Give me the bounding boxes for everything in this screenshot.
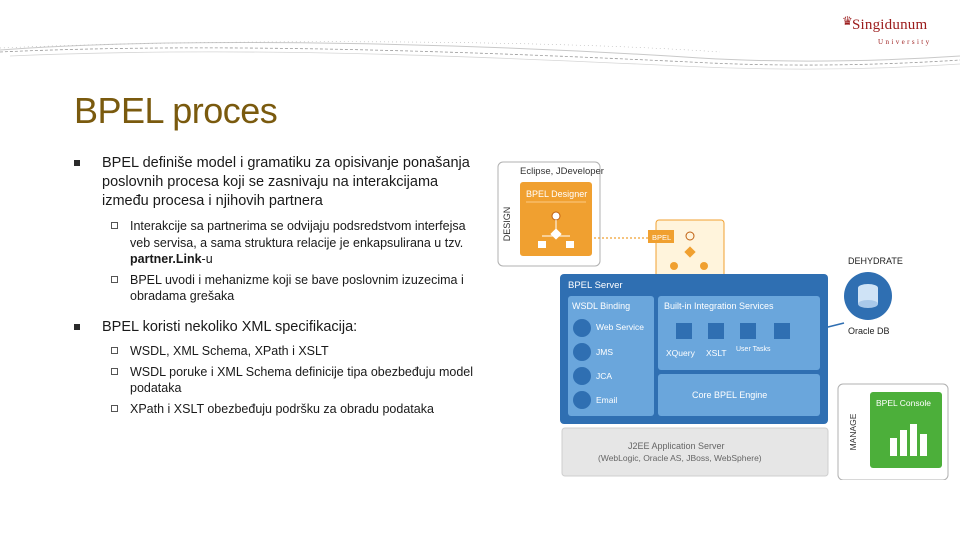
dehydrate-label: DEHYDRATE — [848, 256, 903, 266]
sub-bullet-text: WSDL poruke i XML Schema definicije tipa obezbeđuju model podataka — [130, 364, 474, 395]
binding-email: Email — [596, 395, 618, 405]
oracle-db-label: Oracle DB — [848, 326, 890, 336]
hollow-square-bullet-icon — [111, 405, 118, 412]
logo-subtitle: University — [878, 38, 932, 46]
square-bullet-icon — [74, 160, 80, 166]
binding-web-service: Web Service — [596, 322, 645, 332]
wsdl-binding-label: WSDL Binding — [572, 301, 631, 311]
bpel-architecture-diagram — [492, 158, 950, 480]
slide-title: BPEL proces — [74, 90, 278, 131]
sub-bullet-text: XPath i XSLT obezbeđuju podršku za obradu podataka — [130, 401, 434, 416]
sub-bullet-item — [74, 401, 474, 418]
university-logo — [842, 14, 942, 46]
bpel-tag-label: BPEL — [652, 233, 672, 242]
designer-label: BPEL Designer — [526, 189, 588, 199]
hollow-square-bullet-icon — [111, 368, 118, 375]
engine-label: Core BPEL Engine — [692, 390, 768, 400]
sub-bullet-item — [74, 343, 474, 360]
sub-bullet-text: Interakcije sa partnerima se odvijaju podsredstvom interfejsa veb servisa, a sama struktura relacije je enkapsulirana u tzv. — [130, 219, 466, 250]
sub-bullet-text-suffix: -u — [201, 252, 213, 266]
integration-label: Built-in Integration Services — [664, 301, 774, 311]
partner-link-term: partner.Link — [130, 252, 202, 266]
database-icon — [844, 272, 892, 320]
logo-name: Singidunum — [852, 17, 928, 33]
bullet-item — [74, 318, 474, 337]
sub-bullet-item — [74, 364, 474, 397]
server-label: BPEL Server — [568, 280, 623, 291]
integration-xslt: XSLT — [706, 348, 727, 358]
square-bullet-icon — [74, 324, 80, 330]
integration-user-tasks: User Tasks — [736, 346, 771, 353]
console-label: BPEL Console — [876, 398, 931, 408]
binding-jms: JMS — [596, 347, 613, 357]
sub-bullet-item — [74, 272, 474, 305]
bullet-text: BPEL definiše model i gramatiku za opisivanje ponašanja poslovnih procesa koji se zasnivaju na interakcijama između procesa i njihovih partnera — [102, 155, 470, 209]
crest-icon: ♛ — [842, 14, 853, 28]
hollow-square-bullet-icon — [111, 276, 118, 283]
app-server-label: J2EE Application Server — [628, 441, 725, 451]
hollow-square-bullet-icon — [111, 347, 118, 354]
header-decoration — [0, 30, 960, 75]
sub-bullet-text: BPEL uvodi i mehanizme koji se bave poslovnim izuzecima i obradama grešaka — [130, 272, 464, 303]
bullet-text: BPEL koristi nekoliko XML specifikacija: — [102, 319, 358, 335]
eclipse-label: Eclipse, JDeveloper — [520, 166, 604, 177]
bullet-group-1 — [74, 154, 474, 305]
binding-jca: JCA — [596, 371, 613, 381]
design-label: DESIGN — [502, 206, 512, 242]
bullet-item — [74, 154, 474, 211]
sub-bullet-text: WSDL, XML Schema, XPath i XSLT — [130, 344, 329, 358]
sub-bullet-item — [74, 218, 474, 268]
bullet-group-2 — [74, 318, 474, 417]
manage-label: MANAGE — [848, 413, 858, 451]
integration-xquery: XQuery — [666, 348, 695, 358]
app-server-sub: (WebLogic, Oracle AS, JBoss, WebSphere) — [598, 453, 762, 463]
hollow-square-bullet-icon — [111, 222, 118, 229]
app-server-box — [562, 428, 828, 476]
